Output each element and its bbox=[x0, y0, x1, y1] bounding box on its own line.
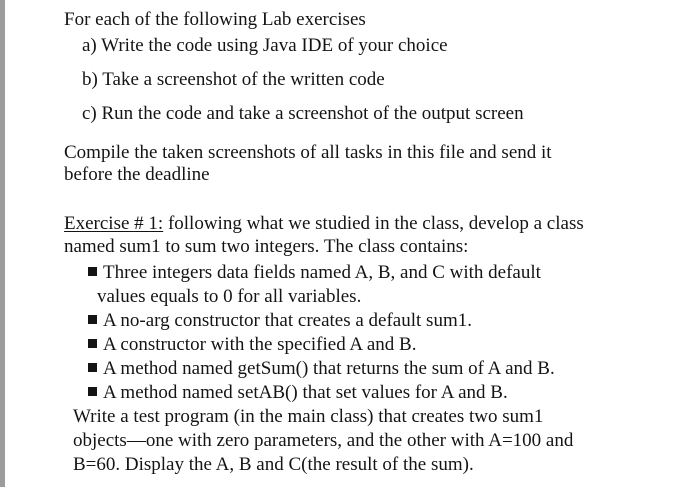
bullet-item: A no-arg constructor that creates a default sum1. bbox=[88, 310, 472, 332]
test-program-line-3: B=60. Display the A, B and C(the result of the sum). bbox=[73, 454, 474, 475]
left-border bbox=[0, 0, 5, 487]
bullet-square-icon bbox=[88, 363, 97, 372]
bullet-square-icon bbox=[88, 267, 97, 276]
bullet-item: A method named getSum() that returns the sum of A and B. bbox=[88, 358, 555, 380]
step-c: c) Run the code and take a screenshot of the output screen bbox=[82, 103, 524, 124]
bullet-square-icon bbox=[88, 387, 97, 396]
step-b: b) Take a screenshot of the written code bbox=[82, 69, 385, 90]
bullet-item: A constructor with the specified A and B. bbox=[88, 334, 416, 356]
bullet-item: Three integers data fields named A, B, and C with default bbox=[88, 262, 541, 284]
compile-instruction-line-1: Compile the taken screenshots of all tasks in this file and send it bbox=[64, 142, 552, 163]
bullet-square-icon bbox=[88, 339, 97, 348]
compile-instruction-line-2: before the deadline bbox=[64, 164, 210, 185]
exercise-description-rest: following what we studied in the class, develop a class bbox=[163, 213, 584, 234]
test-program-line-2: objects—one with zero parameters, and the other with A=100 and bbox=[73, 430, 574, 451]
exercise-description-line-2: named sum1 to sum two integers. The class contains: bbox=[64, 236, 469, 257]
exercise-description-line-1 bbox=[64, 213, 584, 235]
test-program-line-1: Write a test program (in the main class) that creates two sum1 bbox=[73, 406, 544, 427]
step-a: a) Write the code using Java IDE of your choice bbox=[82, 35, 448, 56]
exercise-label: Exercise # 1: bbox=[64, 213, 164, 234]
bullet-square-icon bbox=[88, 315, 97, 324]
bullet-item: A method named setAB() that set values for A and B. bbox=[88, 382, 508, 404]
instructions-heading: For each of the following Lab exercises bbox=[64, 9, 366, 30]
bullet-item-continuation: values equals to 0 for all variables. bbox=[97, 286, 362, 307]
